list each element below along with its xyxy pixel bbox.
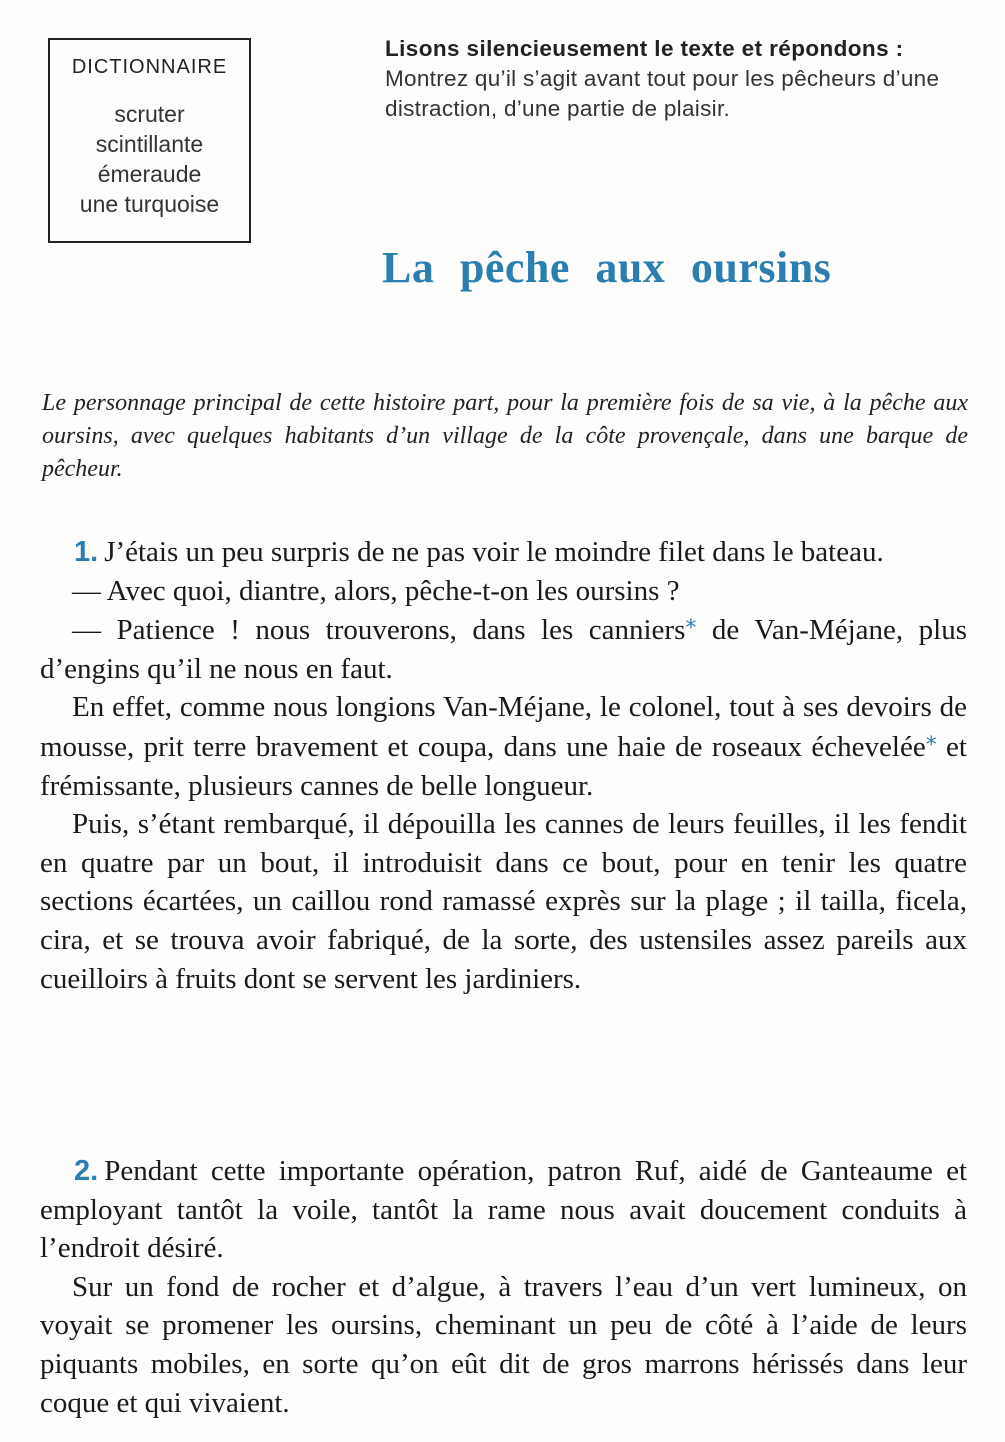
page-title: La pêche aux oursins	[382, 243, 832, 292]
section-1-paragraph	[40, 688, 967, 805]
section-2-paragraph	[40, 1152, 967, 1268]
dictionary-box	[48, 38, 251, 243]
section-1-paragraph	[40, 533, 967, 572]
dictionary-word: une turquoise	[79, 191, 220, 217]
dialogue-line: — Avec quoi, diantre, alors, pêche-t-on les oursins ?	[72, 574, 680, 607]
paragraph-text: — Patience ! nous trouverons, dans les canniers	[72, 614, 686, 647]
instructions-lead: Lisons silencieusement le texte et répondons :	[385, 36, 904, 61]
dictionary-title: DICTIONNAIRE	[71, 56, 228, 78]
paragraph-text: J’étais un peu surpris de ne pas voir le moindre filet dans le bateau.	[104, 536, 884, 568]
paragraph-text: En effet, comme nous longions Van-Méjane, le colonel, tout à ses devoirs de mousse, prit terre bravement et coupa, dans une haie de roseaux échevelée	[40, 691, 967, 763]
dictionary-word: scruter	[114, 101, 185, 127]
intro-paragraph: Le personnage principal de cette histoire part, pour la première fois de sa vie, à la pêche aux oursins, avec quelques habitants d’un village de la côte provençale, dans une barque de pêcheur.	[42, 390, 968, 482]
section-number: 1.	[74, 536, 99, 568]
section-1	[40, 533, 967, 998]
section-number: 2.	[74, 1155, 99, 1187]
paragraph-text: de Van-Méjane, plus d’engins qu’il ne nous en faut.	[40, 614, 968, 685]
instructions-question: Montrez qu’il s’agit avant tout pour les pêcheurs d’une distraction, d’une partie de plaisir.	[385, 66, 940, 121]
glossary-star-icon: *	[925, 732, 937, 758]
reading-instructions	[385, 34, 975, 124]
paragraph-text: Pendant cette importante opération, patron Ruf, aidé de Ganteaume et employant tantôt la voile, tantôt la rame nous avait doucement conduits à l’endroit désiré.	[40, 1155, 967, 1265]
dictionary-word: émeraude	[97, 161, 202, 187]
section-2-paragraph: Sur un fond de rocher et d’algue, à travers l’eau d’un vert lumineux, on voyait se promener les oursins, cheminant un peu de côté à l’aide de leurs piquants mobiles, en sorte qu’on eût dit de gros marrons hérissés dans leur coque et qui vivaient.	[40, 1270, 967, 1419]
dialogue-line	[40, 610, 967, 688]
dictionary-word: scintillante	[95, 131, 204, 157]
section-1-paragraph: Puis, s’étant rembarqué, il dépouilla les cannes de leurs feuilles, il les fendit en quatre par un bout, il introduisit dans ce bout, pour en tenir les quatre sections écartées, un caillou rond ramassé exprès sur la plage ; il tailla, ficela, cira, et se trouva avoir fabriqué, de la sorte, des ustensiles assez pareils aux cueilloirs à fruits dont se servent les jardiniers.	[40, 808, 967, 995]
dictionary-word-list	[50, 99, 249, 219]
section-2	[40, 1152, 967, 1422]
glossary-star-icon: *	[685, 616, 697, 642]
paragraph-text: et frémissante, plusieurs cannes de belle longueur.	[40, 730, 967, 802]
